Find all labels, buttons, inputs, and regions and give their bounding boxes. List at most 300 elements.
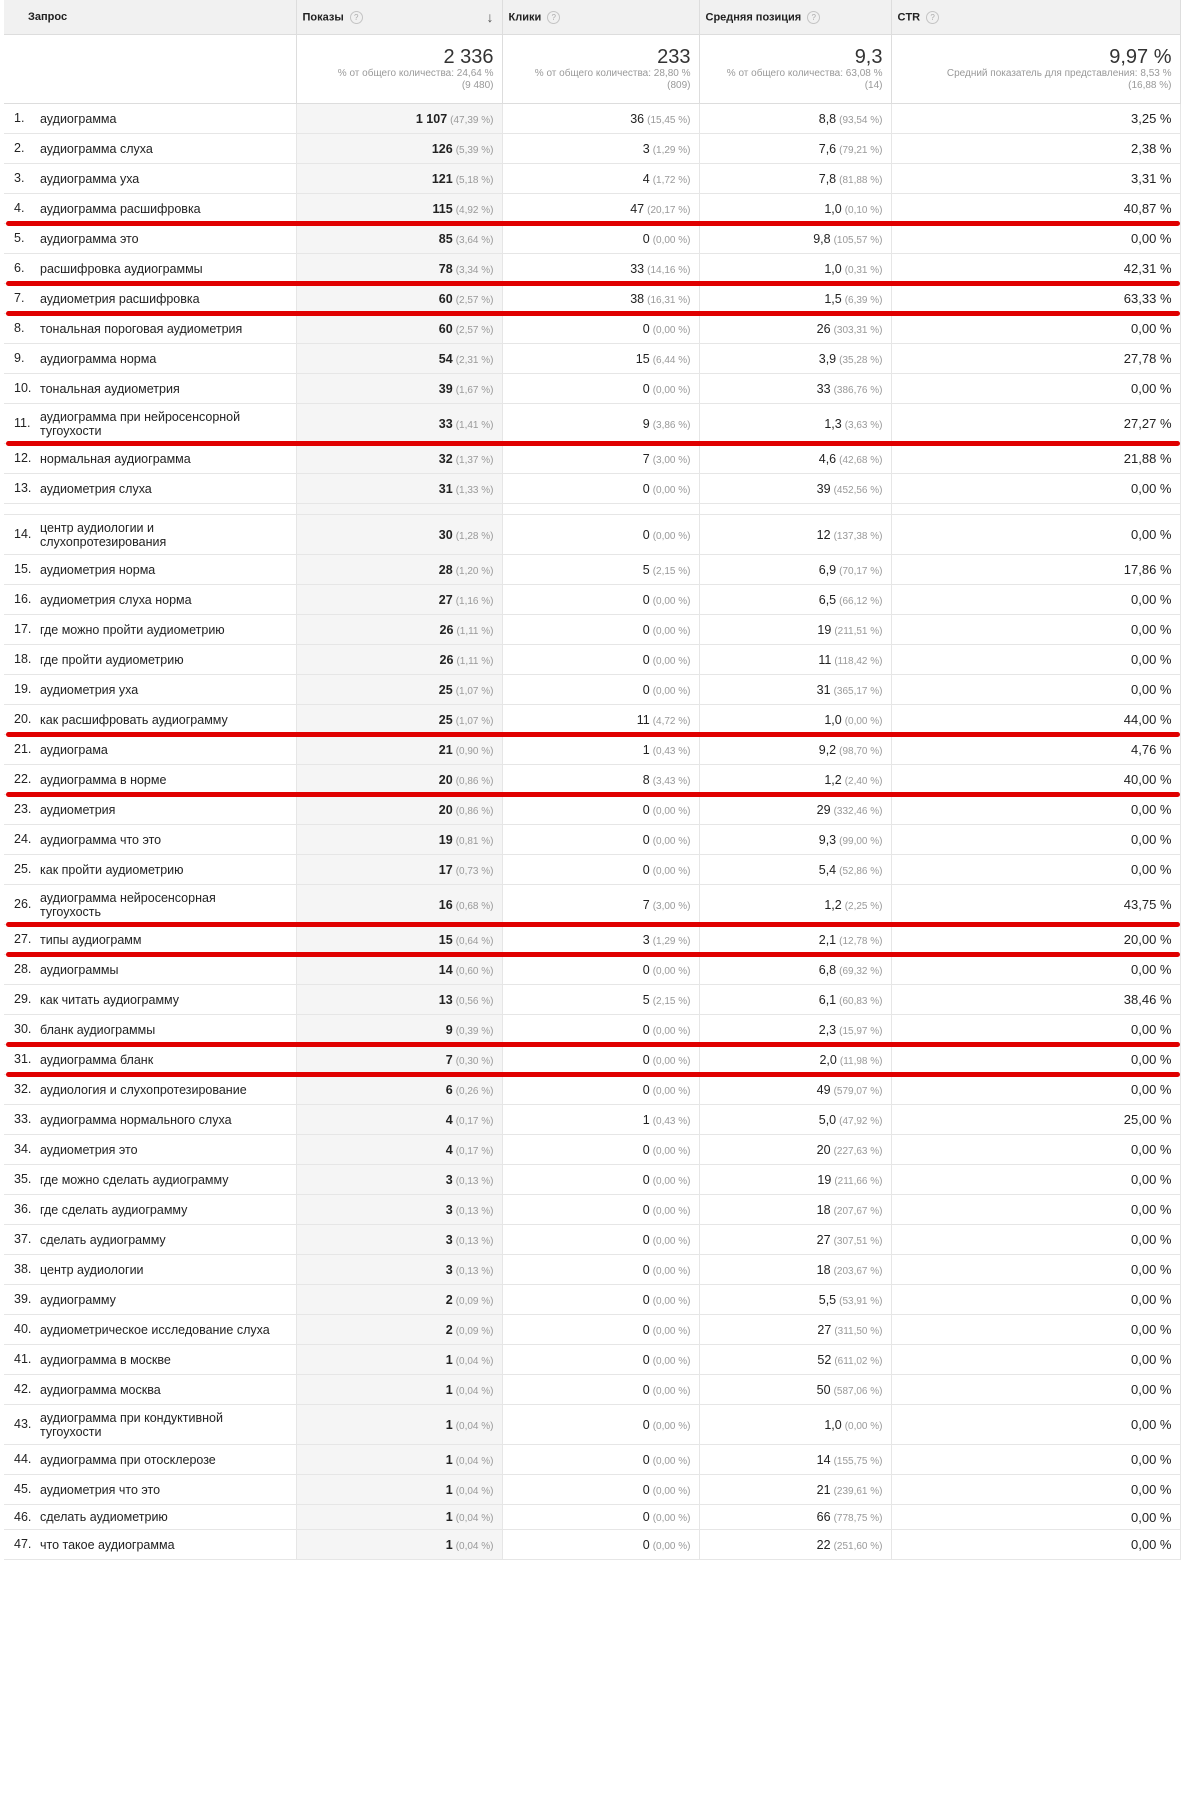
query-text[interactable]: тональная пороговая аудиометрия [40,321,243,336]
table-row[interactable] [4,1135,1180,1165]
ctr-cell [891,444,1180,474]
clicks-percent: (0,00 %) [652,1235,691,1247]
query-cell[interactable] [4,1255,296,1285]
position-cell [699,224,891,254]
clicks-value: 47 [630,201,645,216]
position-value: 26 [816,321,831,336]
table-row[interactable] [4,885,1180,925]
row-number: 18. [14,652,32,667]
table-row[interactable] [4,1165,1180,1195]
clicks-cell [502,885,699,925]
query-text[interactable]: аудиограмма слуха [40,141,153,156]
impressions-value: 32 [438,451,453,466]
clicks-value: 0 [642,1262,650,1277]
query-text[interactable]: аудиограмму [40,1292,116,1307]
ctr-cell [891,855,1180,885]
query-cell[interactable] [4,164,296,194]
table-row[interactable] [4,795,1180,825]
impressions-value: 39 [438,381,453,396]
impressions-cell [296,104,502,134]
table-row[interactable] [4,374,1180,404]
impressions-value: 78 [438,261,453,276]
query-text[interactable]: аудиограмма нормального слуха [40,1112,232,1127]
query-cell[interactable] [4,925,296,955]
query-cell[interactable] [4,855,296,885]
query-cell[interactable] [4,1135,296,1165]
query-text[interactable]: как пройти аудиометрию [40,862,184,877]
clicks-cell [502,615,699,645]
position-percent: (2,25 %) [844,900,883,912]
query-text[interactable]: аудиограмма уха [40,171,140,186]
clicks-cell [502,1505,699,1530]
ctr-value: 25,00 % [1123,1112,1172,1127]
position-percent: (98,70 %) [839,745,883,757]
query-text[interactable]: аудиометрия уха [40,682,139,697]
query-cell[interactable] [4,795,296,825]
column-header-clicks[interactable]: Клики ? [502,0,699,35]
impressions-value: 13 [438,992,453,1007]
query-cell[interactable] [4,825,296,855]
clicks-cell [502,134,699,164]
position-value: 7,8 [818,171,837,186]
query-cell[interactable] [4,374,296,404]
ctr-cell [891,104,1180,134]
query-text[interactable]: где сделать аудиограмму [40,1202,188,1217]
impressions-value: 25 [438,712,453,727]
query-cell[interactable] [4,585,296,615]
position-percent: (579,07 %) [833,1085,883,1097]
clicks-percent: (0,00 %) [652,1385,691,1397]
query-text[interactable]: аудиограма [40,742,108,757]
query-cell[interactable] [4,615,296,645]
position-cell [699,555,891,585]
query-text[interactable]: аудиограмма это [40,231,139,246]
clicks-value: 0 [642,1202,650,1217]
row-number: 31. [14,1052,32,1067]
impressions-percent: (0,73 %) [455,865,494,877]
impressions-value: 26 [439,622,454,637]
query-cell[interactable] [4,1075,296,1105]
table-row[interactable] [4,1375,1180,1405]
table-row[interactable] [4,925,1180,955]
highlight-underline [6,1072,1180,1077]
query-cell[interactable] [4,735,296,765]
table-row[interactable] [4,615,1180,645]
clicks-percent: (2,15 %) [652,565,691,577]
query-text[interactable]: аудиограмма норма [40,351,157,366]
highlight-underline [6,952,1180,957]
table-row[interactable] [4,645,1180,675]
ctr-value: 0,00 % [1131,527,1172,542]
impressions-value: 3 [445,1172,453,1187]
impressions-cell [296,1225,502,1255]
query-text[interactable]: аудиограмма в москве [40,1352,171,1367]
clicks-cell [502,1225,699,1255]
impressions-value: 31 [438,481,453,496]
clicks-cell [502,1345,699,1375]
impressions-cell [296,765,502,795]
position-percent: (332,46 %) [833,805,883,817]
query-cell[interactable] [4,254,296,284]
clicks-percent: (0,00 %) [652,1485,691,1497]
query-cell[interactable] [4,1225,296,1255]
highlight-underline [6,732,1180,737]
position-percent: (211,66 %) [834,1175,883,1187]
query-text[interactable]: аудиограмма в норме [40,772,167,787]
ctr-cell [891,1375,1180,1405]
query-text[interactable]: что такое аудиограмма [40,1537,175,1552]
column-header-query[interactable]: Запрос [4,0,296,35]
clicks-percent: (4,72 %) [652,715,691,727]
query-cell[interactable] [4,1045,296,1075]
table-row[interactable] [4,474,1180,504]
query-cell[interactable] [4,1505,296,1530]
query-cell[interactable] [4,224,296,254]
impressions-percent: (0,13 %) [455,1205,494,1217]
query-text[interactable]: аудиометрия норма [40,562,156,577]
table-row[interactable] [4,825,1180,855]
query-text[interactable]: аудиограмма при отосклерозе [40,1452,216,1467]
ctr-cell [891,1530,1180,1560]
sort-desc-icon[interactable]: ↓ [486,9,494,25]
clicks-percent: (0,00 %) [652,1025,691,1037]
table-row[interactable] [4,1225,1180,1255]
position-percent: (0,00 %) [844,715,883,727]
table-row[interactable] [4,735,1180,765]
table-row[interactable] [4,1015,1180,1045]
query-text[interactable]: центр аудиологии и слухопротезирования [40,520,167,549]
clicks-cell [502,344,699,374]
table-row[interactable] [4,855,1180,885]
query-text[interactable]: аудиограммы [40,962,119,977]
totals-empty-cell [4,35,296,104]
impressions-value: 6 [445,1082,453,1097]
impressions-cell [296,1135,502,1165]
query-cell[interactable] [4,404,296,444]
row-spacer [4,504,1180,515]
impressions-percent: (0,81 %) [455,835,494,847]
ctr-cell [891,134,1180,164]
table-row[interactable] [4,404,1180,444]
help-icon[interactable]: ? [926,11,939,24]
query-text[interactable]: аудиометрия [40,802,116,817]
query-cell[interactable] [4,444,296,474]
position-percent: (66,12 %) [839,595,883,607]
table-row[interactable] [4,254,1180,284]
table-row[interactable] [4,194,1180,224]
impressions-percent: (0,09 %) [455,1325,494,1337]
row-number: 19. [14,682,32,697]
impressions-value: 1 [445,1482,453,1497]
impressions-percent: (0,13 %) [455,1175,494,1187]
impressions-percent: (0,30 %) [455,1055,494,1067]
ctr-cell [891,705,1180,735]
impressions-percent: (0,04 %) [455,1485,494,1497]
query-text[interactable]: аудиограмма бланк [40,1052,154,1067]
table-row[interactable] [4,134,1180,164]
query-cell[interactable] [4,1195,296,1225]
ctr-cell [891,1255,1180,1285]
query-cell[interactable] [4,765,296,795]
query-text[interactable]: аудиология и слухопротезирование [40,1082,247,1097]
impressions-cell [296,444,502,474]
query-text[interactable]: нормальная аудиограмма [40,451,191,466]
help-icon[interactable]: ? [807,11,820,24]
query-text[interactable]: аудиометрия слуха норма [40,592,192,607]
impressions-value: 1 [445,1382,453,1397]
query-text[interactable]: где можно пройти аудиометрию [40,622,225,637]
ctr-value: 0,00 % [1131,381,1172,396]
table-row[interactable] [4,1505,1180,1530]
position-value: 9,8 [813,231,831,246]
query-text[interactable]: аудиограмма что это [40,832,162,847]
help-icon[interactable]: ? [350,11,363,24]
query-cell[interactable] [4,1530,296,1560]
query-text[interactable]: тональная аудиометрия [40,381,180,396]
query-text[interactable]: аудиограмма [40,111,117,126]
query-cell[interactable] [4,985,296,1015]
clicks-percent: (0,00 %) [652,324,691,336]
query-cell[interactable] [4,1475,296,1505]
table-row[interactable] [4,1530,1180,1560]
query-text[interactable]: аудиометрия слуха [40,481,152,496]
clicks-value: 11 [636,712,650,727]
clicks-percent: (0,00 %) [652,625,691,637]
table-row[interactable] [4,585,1180,615]
position-value: 5,0 [818,1112,837,1127]
highlight-underline [6,792,1180,797]
table-row[interactable] [4,1255,1180,1285]
position-percent: (303,31 %) [833,324,883,336]
ctr-cell [891,555,1180,585]
query-text[interactable]: типы аудиограмм [40,932,142,947]
clicks-percent: (0,00 %) [652,1085,691,1097]
position-cell [699,1195,891,1225]
impressions-cell [296,374,502,404]
query-text[interactable]: где пройти аудиометрию [40,652,184,667]
query-text[interactable]: сделать аудиограмму [40,1232,166,1247]
ctr-value: 0,00 % [1131,862,1172,877]
position-percent: (52,86 %) [839,865,883,877]
clicks-value: 1 [642,1112,650,1127]
ctr-value: 0,00 % [1131,652,1172,667]
query-text[interactable]: сделать аудиометрию [40,1510,168,1525]
query-text[interactable]: где можно сделать аудиограмму [40,1172,229,1187]
query-text[interactable]: аудиометрическое исследование слуха [40,1322,270,1337]
query-cell[interactable] [4,1345,296,1375]
column-header-position[interactable]: Средняя позиция ? [699,0,891,35]
highlight-underline [6,221,1180,226]
query-cell[interactable] [4,1105,296,1135]
ctr-cell [891,1445,1180,1475]
table-row[interactable] [4,224,1180,254]
impressions-percent: (4,92 %) [455,204,494,216]
impressions-cell [296,985,502,1015]
query-text[interactable]: как расшифровать аудиограмму [40,712,228,727]
column-header-ctr[interactable]: CTR ? [891,0,1180,35]
impressions-cell [296,1045,502,1075]
ctr-value: 0,00 % [1131,1262,1172,1277]
query-cell[interactable] [4,134,296,164]
table-row[interactable] [4,104,1180,134]
query-text[interactable]: аудиограмма москва [40,1382,161,1397]
query-cell[interactable] [4,284,296,314]
table-row[interactable] [4,314,1180,344]
clicks-cell [502,1015,699,1045]
query-cell[interactable] [4,645,296,675]
query-cell[interactable] [4,1285,296,1315]
position-value: 9,2 [818,742,837,757]
impressions-percent: (0,60 %) [455,965,494,977]
query-cell[interactable] [4,675,296,705]
table-row[interactable] [4,1045,1180,1075]
query-cell[interactable] [4,314,296,344]
impressions-value: 60 [438,291,453,306]
ctr-cell [891,515,1180,555]
query-cell[interactable] [4,474,296,504]
query-text[interactable]: аудиограмма нейросенсорная тугоухость [40,890,216,919]
table-row[interactable] [4,1405,1180,1445]
row-number: 11. [14,415,31,430]
impressions-percent: (1,07 %) [455,685,494,697]
table-row[interactable] [4,344,1180,374]
position-value: 1,0 [824,201,842,216]
query-cell[interactable] [4,1165,296,1195]
query-text[interactable]: аудиометрия это [40,1142,138,1157]
query-text[interactable]: аудиометрия что это [40,1482,161,1497]
impressions-value: 26 [439,652,454,667]
row-number: 21. [14,742,32,757]
ctr-cell [891,1285,1180,1315]
clicks-value: 0 [642,1052,650,1067]
table-row[interactable] [4,1345,1180,1375]
table-row[interactable] [4,444,1180,474]
position-value: 9,3 [818,832,837,847]
clicks-cell [502,1255,699,1285]
position-cell [699,1505,891,1530]
table-row[interactable] [4,515,1180,555]
query-cell[interactable] [4,705,296,735]
position-percent: (53,91 %) [839,1295,883,1307]
query-text[interactable]: бланк аудиограммы [40,1022,156,1037]
ctr-cell [891,925,1180,955]
column-header-impressions[interactable]: Показы ? ↓ [296,0,502,35]
clicks-value: 0 [642,802,650,817]
table-row[interactable] [4,1475,1180,1505]
clicks-cell [502,1165,699,1195]
position-value: 19 [817,622,832,637]
query-cell[interactable] [4,344,296,374]
clicks-cell [502,314,699,344]
impressions-percent: (1,16 %) [455,595,494,607]
query-cell[interactable] [4,1015,296,1045]
row-number: 22. [14,772,32,787]
query-text[interactable]: аудиограмма расшифровка [40,201,201,216]
table-row[interactable] [4,1315,1180,1345]
query-text[interactable]: центр аудиологии [40,1262,144,1277]
query-cell[interactable] [4,1405,296,1445]
ctr-cell [891,985,1180,1015]
position-cell [699,1225,891,1255]
query-text[interactable]: как читать аудиограмму [40,992,180,1007]
impressions-percent: (0,17 %) [455,1145,494,1157]
table-row[interactable] [4,164,1180,194]
ctr-cell [891,825,1180,855]
ctr-value: 0,00 % [1131,682,1172,697]
query-cell[interactable] [4,194,296,224]
clicks-percent: (0,00 %) [652,1355,691,1367]
query-text[interactable]: аудиограмма при нейросенсорной тугоухости [40,409,241,438]
table-row[interactable] [4,1105,1180,1135]
query-cell[interactable] [4,955,296,985]
clicks-cell [502,765,699,795]
clicks-value: 0 [642,1352,650,1367]
query-cell[interactable] [4,515,296,555]
position-cell [699,104,891,134]
query-cell[interactable] [4,555,296,585]
query-text[interactable]: расшифровка аудиограммы [40,261,203,276]
position-percent: (211,51 %) [834,625,883,637]
table-row[interactable] [4,765,1180,795]
clicks-cell [502,795,699,825]
table-row[interactable] [4,985,1180,1015]
clicks-cell [502,555,699,585]
table-row[interactable] [4,1195,1180,1225]
ctr-value: 2,38 % [1131,141,1172,156]
query-cell[interactable] [4,1315,296,1345]
table-row[interactable] [4,1075,1180,1105]
query-text[interactable]: аудиограмма при кондуктивной тугоухости [40,1410,223,1439]
position-percent: (6,39 %) [844,294,883,306]
position-percent: (47,92 %) [839,1115,883,1127]
ctr-cell [891,795,1180,825]
clicks-percent: (0,00 %) [652,805,691,817]
impressions-percent: (1,28 %) [455,530,494,542]
clicks-percent: (0,00 %) [652,1175,691,1187]
table-row[interactable] [4,555,1180,585]
position-percent: (365,17 %) [833,685,883,697]
position-value: 4,6 [818,451,837,466]
help-icon[interactable]: ? [547,11,560,24]
clicks-percent: (0,00 %) [652,685,691,697]
row-number: 10. [14,381,32,396]
query-cell[interactable] [4,1445,296,1475]
table-row[interactable] [4,1285,1180,1315]
position-cell [699,1405,891,1445]
clicks-percent: (1,29 %) [652,144,691,156]
clicks-percent: (0,00 %) [652,1265,691,1277]
impressions-percent: (0,04 %) [455,1513,494,1524]
row-number: 28. [14,962,32,977]
clicks-percent: (0,43 %) [652,1115,691,1127]
position-cell [699,1315,891,1345]
clicks-cell [502,224,699,254]
query-cell[interactable] [4,885,296,925]
impressions-percent: (0,86 %) [455,775,494,787]
query-cell[interactable] [4,1375,296,1405]
table-row[interactable] [4,284,1180,314]
table-row[interactable] [4,955,1180,985]
impressions-percent: (0,04 %) [455,1355,494,1367]
table-row[interactable] [4,675,1180,705]
query-cell[interactable] [4,104,296,134]
position-value: 2,0 [819,1052,837,1067]
position-value: 49 [816,1082,831,1097]
table-row[interactable] [4,1445,1180,1475]
query-text[interactable]: аудиометрия расшифровка [40,291,200,306]
table-row[interactable] [4,705,1180,735]
ctr-cell [891,1315,1180,1345]
